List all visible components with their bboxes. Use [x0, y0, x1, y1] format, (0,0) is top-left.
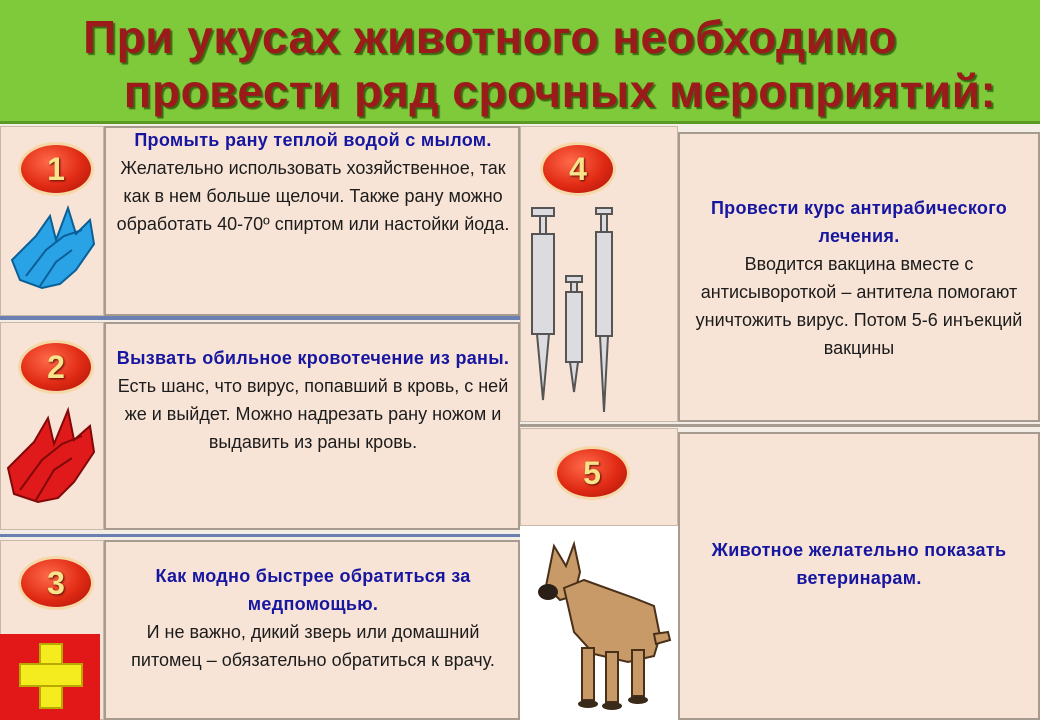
step-1-body: Желательно использовать хозяйственное, так как в нем больше щелочи. Также рану можно обработать 40-70º спиртом или настойки йода. — [116, 158, 510, 234]
divider-1 — [0, 316, 520, 320]
title-line-2: провести ряд срочных мероприятий: — [123, 65, 997, 117]
title-line-1: При укусах животного необходимо — [83, 11, 897, 63]
step-3-badge: 3 — [18, 556, 94, 610]
step-2-highlight: Вызвать обильное кровотечение из раны. — [116, 348, 510, 368]
step-1-badge: 1 — [18, 142, 94, 196]
step-2-badge: 2 — [18, 340, 94, 394]
step-1-text — [114, 126, 512, 238]
step-2-text — [114, 344, 512, 456]
fish-red-icon — [2, 404, 102, 514]
step-3-highlight: Как модно быстрее обратиться за медпомощью. — [155, 566, 471, 614]
divider-4 — [520, 424, 1040, 427]
divider-2 — [0, 534, 520, 537]
syringes-icon — [520, 200, 630, 414]
header-banner — [0, 0, 1040, 124]
medical-cross-icon — [0, 634, 100, 720]
step-5-text — [686, 536, 1032, 592]
step-4-body: Вводится вакцина вместе с антисывороткой – антитела помогают уничтожить вирус. Потом 5-6 инъекций вакцины — [695, 254, 1023, 358]
step-5-badge: 5 — [554, 446, 630, 500]
fish-blue-icon — [6, 200, 102, 300]
step-2-body: Есть шанс, что вирус, попавший в кровь, с ней же и выйдет. Можно надрезать рану ножом и выдавить из раны кровь. — [117, 376, 509, 452]
dog-icon — [524, 536, 674, 720]
step-3-text — [114, 562, 512, 674]
step-1-highlight: Промыть рану теплой водой с мылом. — [134, 130, 492, 150]
step-3-body: И не важно, дикий зверь или домашний питомец – обязательно обратиться к врачу. — [131, 622, 495, 670]
step-5-highlight: Животное желательно показать ветеринарам. — [711, 540, 1007, 588]
step-4-text — [686, 194, 1032, 362]
step-4-highlight: Провести курс антирабического лечения. — [710, 198, 1008, 246]
step-4-badge: 4 — [540, 142, 616, 196]
